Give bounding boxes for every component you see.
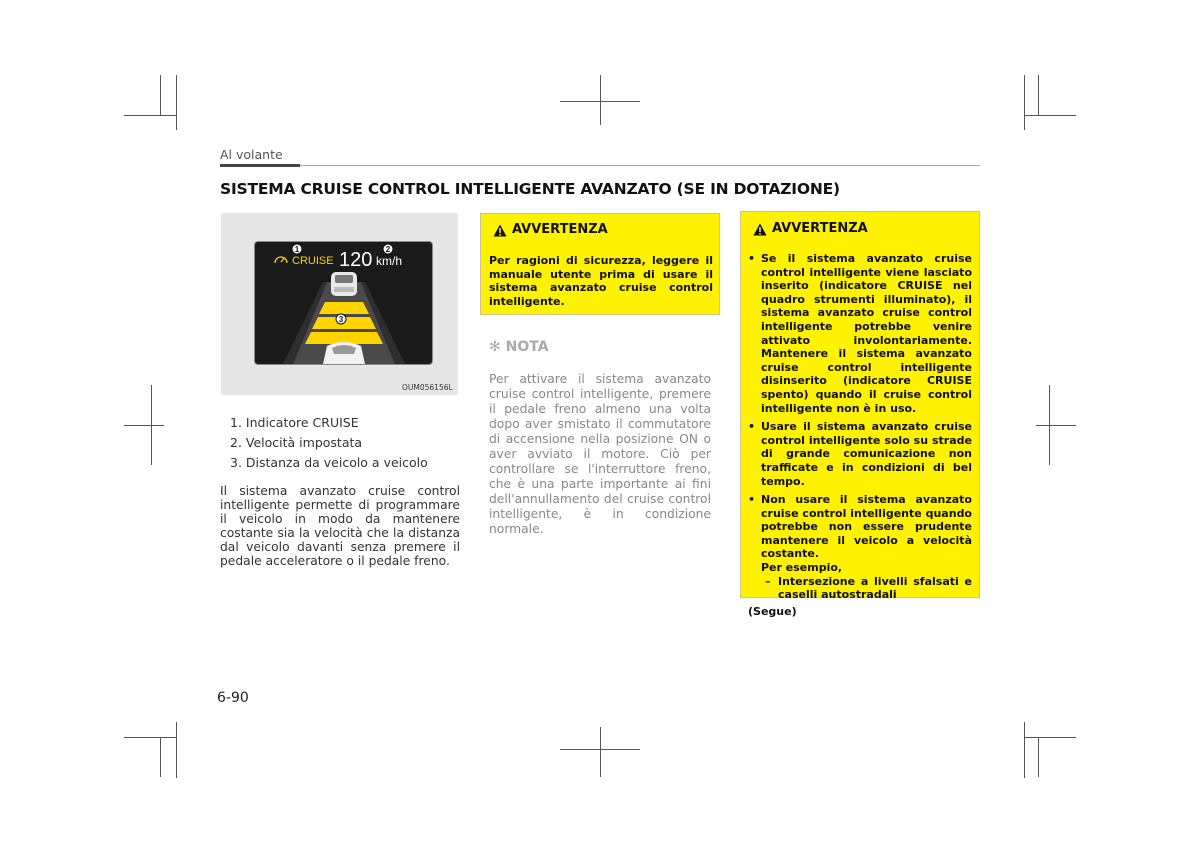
callout-number: 2: [385, 245, 391, 254]
callout-number: 1: [294, 245, 300, 254]
crop-mark: [151, 385, 152, 465]
crop-mark: [124, 737, 176, 738]
header-rule-thin: [300, 165, 980, 166]
crop-mark: [176, 722, 177, 778]
crop-mark: [600, 727, 601, 777]
callout-badge-2: [383, 244, 393, 254]
warning-triangle-icon: [753, 223, 767, 236]
lead-car-icon: [331, 272, 357, 296]
cluster-graphic: [255, 242, 432, 364]
crop-mark: [1024, 75, 1025, 130]
callout-badge-1: [292, 244, 302, 254]
crop-mark: [160, 75, 161, 115]
page-title: SISTEMA CRUISE CONTROL INTELLIGENTE AVANZATO (SE IN DOTAZIONE): [220, 180, 840, 198]
legend-item: 1. Indicatore CRUISE: [230, 415, 359, 430]
distance-bar: [319, 302, 369, 314]
crop-mark: [1049, 385, 1050, 465]
crop-mark: [1038, 737, 1039, 777]
set-speed-unit: km/h: [376, 254, 403, 268]
note-title: NOTA: [505, 339, 549, 355]
warning-bullet: • Non usare il sistema avanzato cruise control intelligente quando potrebbe non essere prudente mantenere il veicolo a velocità costante.: [748, 493, 972, 561]
cruise-indicator-label: CRUISE: [292, 255, 334, 267]
note-heading: [489, 339, 549, 355]
crop-mark: [1036, 425, 1076, 426]
section-label: Al volante: [220, 147, 283, 162]
figure-legend: [230, 413, 428, 473]
callout-badge-3: [336, 314, 346, 324]
page-number: 6-90: [217, 690, 249, 706]
crop-mark: [1038, 75, 1039, 115]
intro-paragraph: Il sistema avanzato cruise control intelligente permette di programmare il veicolo in modo da mantenere costante sia la velocità che la distanza dal veicolo davanti senza premere il pedale acceleratore o il pedale freno.: [220, 484, 460, 568]
crop-mark: [124, 115, 176, 116]
note-paragraph: Per attivare il sistema avanzato cruise control intelligente, premere il pedale freno almeno una volta dopo aver smistato il commutatore di accensione nella posizione ON o aver avviato il motore. Ciò per controllare se l'interruttore freno, che è una parte importante ai fini dell'annullamento del cruise control intelligente, è in condizione normale.: [489, 372, 711, 536]
crop-mark: [176, 75, 177, 130]
crop-mark: [600, 75, 601, 125]
figure-code: OUM056156L: [402, 383, 453, 392]
warning-bullet: • Se il sistema avanzato cruise control intelligente viene lasciato inserito (indicatore CRUISE nel quadro strumenti illuminato), il sistema avanzato cruise control intelligente potrebbe venire attivato involontariamente. Mantenere il sistema avanzato cruise control intelligente disinserito (indicatore CRUISE spento) quando il cruise control intelligente non è in uso.: [748, 252, 972, 415]
crop-mark: [1024, 737, 1076, 738]
crop-mark: [1024, 115, 1076, 116]
warning-bullets: [748, 252, 972, 618]
header-rule: [220, 164, 300, 167]
warning-box-safety: [480, 213, 720, 315]
legend-item: 2. Velocità impostata: [230, 435, 363, 450]
continued-label: (Segue): [748, 604, 797, 618]
asterisk-icon: ✻: [489, 339, 506, 355]
example-item: – Intersezione a livelli sfalsati e caselli autostradali: [765, 574, 972, 602]
warning-box-cruise-usage: [740, 211, 980, 618]
warning-title: AVVERTENZA: [772, 221, 868, 236]
warning-triangle-icon: [493, 224, 507, 237]
callout-number: 3: [338, 315, 344, 324]
crop-mark: [124, 425, 164, 426]
example-label: Per esempio,: [761, 561, 843, 575]
legend-item: 3. Distanza da veicolo a veicolo: [230, 455, 428, 470]
warning-text: Per ragioni di sicurezza, leggere il manuale utente prima di usare il sistema avanzato cruise control intelligente.: [489, 254, 713, 308]
crop-mark: [1024, 722, 1025, 778]
cruise-indicator-icon: [275, 257, 287, 263]
warning-bullet: • Usare il sistema avanzato cruise control intelligente solo su strade di grande comunicazione non trafficate e in condizioni di bel tempo.: [748, 420, 972, 488]
instrument-cluster-illustration: [254, 241, 433, 365]
warning-title: AVVERTENZA: [512, 222, 608, 237]
own-car-icon: [323, 342, 365, 364]
crop-mark: [160, 737, 161, 777]
set-speed-value: 120: [339, 249, 373, 271]
